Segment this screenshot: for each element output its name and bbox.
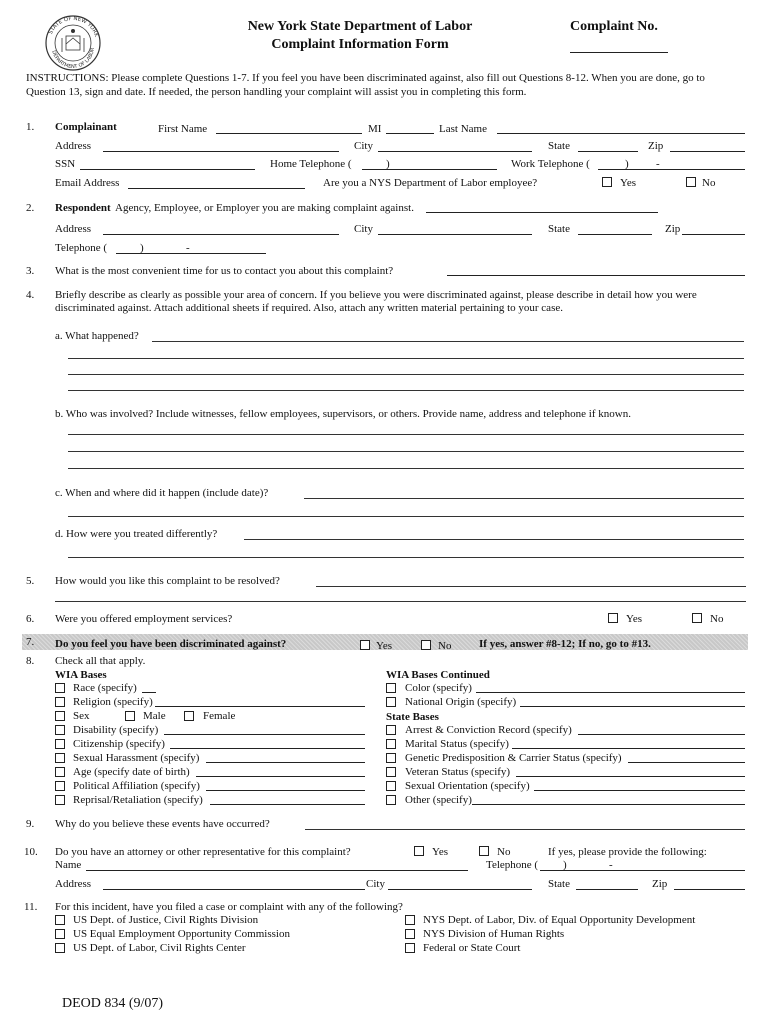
age-checkbox[interactable] xyxy=(55,767,65,777)
work-telephone-field[interactable] xyxy=(598,169,745,170)
employment-services-no-checkbox[interactable] xyxy=(692,613,702,623)
sexual-orientation-label: Sexual Orientation (specify) xyxy=(405,780,530,792)
q11-number: 11. xyxy=(24,901,38,913)
zip-label: Zip xyxy=(648,140,664,152)
email-label: Email Address xyxy=(55,177,120,189)
q3-text: What is the most convenient time for us to contact you about this complaint? xyxy=(55,265,394,277)
q4-line2: discriminated against. Attach additional sheets if required. Also, attach any written material pertaining to your case. xyxy=(55,302,563,314)
respondent-address-field[interactable] xyxy=(103,234,339,235)
other-checkbox[interactable] xyxy=(386,795,396,805)
male-label: Male xyxy=(143,710,166,722)
disability-specify-field[interactable] xyxy=(164,734,365,735)
employment-services-yes-label: Yes xyxy=(626,613,643,625)
nys-employee-no-label: No xyxy=(702,177,716,189)
religion-checkbox[interactable] xyxy=(55,697,65,707)
sex-label: Sex xyxy=(73,710,90,722)
first-name-field[interactable] xyxy=(216,133,362,134)
form-code: DEOD 834 (9/07) xyxy=(62,996,164,1011)
female-checkbox[interactable] xyxy=(184,711,194,721)
q2-respondent-text: Agency, Employee, or Employer you are making complaint against. xyxy=(115,202,414,214)
address-label: Address xyxy=(55,140,92,152)
q8-number: 8. xyxy=(26,655,35,667)
q4d-line[interactable] xyxy=(244,539,744,540)
sexual-orientation-specify-field[interactable] xyxy=(534,790,745,791)
attorney-telephone-label: Telephone ( xyxy=(486,859,539,871)
attorney-telephone-field[interactable] xyxy=(540,870,745,871)
us-eeoc-label: US Equal Employment Opportunity Commission xyxy=(73,928,290,940)
home-telephone-field[interactable] xyxy=(362,169,497,170)
citizenship-specify-field[interactable] xyxy=(170,748,365,749)
arrest-record-label: Arrest & Conviction Record (specify) xyxy=(405,724,572,736)
sexual-harassment-checkbox[interactable] xyxy=(55,753,65,763)
nys-employee-question: Are you a NYS Department of Labor employee? xyxy=(323,177,538,189)
sexual-orientation-checkbox[interactable] xyxy=(386,781,396,791)
citizenship-label: Citizenship (specify) xyxy=(73,738,165,750)
nys-dol-checkbox[interactable] xyxy=(405,915,415,925)
work-telephone-paren: ) xyxy=(625,158,629,170)
political-affiliation-checkbox[interactable] xyxy=(55,781,65,791)
q6-number: 6. xyxy=(26,613,35,625)
court-label: Federal or State Court xyxy=(423,942,521,954)
attorney-address-label: Address xyxy=(55,878,92,890)
q4a-line[interactable] xyxy=(152,341,744,342)
respondent-name-field[interactable] xyxy=(426,212,658,213)
wia-bases-continued-title: WIA Bases Continued xyxy=(386,669,490,681)
q4c-label: c. When and where did it happen (include date)? xyxy=(55,487,269,499)
q3-number: 3. xyxy=(26,265,35,277)
color-specify-field[interactable] xyxy=(476,692,745,693)
mi-field[interactable] xyxy=(386,133,434,134)
svg-text:STATE OF NEW YORK: STATE OF NEW YORK xyxy=(47,15,100,38)
race-checkbox[interactable] xyxy=(55,683,65,693)
form-title: Complaint Information Form xyxy=(271,37,449,52)
male-checkbox[interactable] xyxy=(125,711,135,721)
q4-line1: Briefly describe as clearly as possible your area of concern. If you believe you were discriminated against, please describe in detail how you were xyxy=(55,289,697,301)
employment-services-no-label: No xyxy=(710,613,724,625)
other-specify-field[interactable] xyxy=(472,804,745,805)
discriminated-yes-label: Yes xyxy=(376,640,393,652)
complaint-no-label: Complaint No. xyxy=(570,19,658,34)
respondent-state-field[interactable] xyxy=(578,234,652,235)
genetic-predisposition-checkbox[interactable] xyxy=(386,753,396,763)
us-doj-label: US Dept. of Justice, Civil Rights Division xyxy=(73,914,259,926)
national-origin-label: National Origin (specify) xyxy=(405,696,517,708)
q10-text: Do you have an attorney or other representative for this complaint? xyxy=(55,846,351,858)
us-dol-label: US Dept. of Labor, Civil Rights Center xyxy=(73,942,246,954)
veteran-status-checkbox[interactable] xyxy=(386,767,396,777)
other-label: Other (specify) xyxy=(405,794,472,806)
q5-text: How would you like this complaint to be resolved? xyxy=(55,575,280,587)
first-name-label: First Name xyxy=(158,123,208,135)
arrest-record-checkbox[interactable] xyxy=(386,725,396,735)
mi-label: MI xyxy=(368,123,382,135)
q4a-line[interactable] xyxy=(68,374,744,375)
race-specify-field[interactable] xyxy=(142,692,156,693)
attorney-zip-label: Zip xyxy=(652,878,668,890)
marital-status-label: Marital Status (specify) xyxy=(405,738,509,750)
q2-number: 2. xyxy=(26,202,35,214)
wia-bases-title: WIA Bases xyxy=(55,669,107,681)
q7-note: If yes, answer #8-12; If no, go to #13. xyxy=(479,638,651,650)
attorney-yes-label: Yes xyxy=(432,846,449,858)
attorney-zip-field[interactable] xyxy=(674,889,745,890)
us-dol-checkbox[interactable] xyxy=(55,943,65,953)
q4a-line[interactable] xyxy=(68,390,744,391)
q10-number: 10. xyxy=(24,846,38,858)
nys-employee-yes-label: Yes xyxy=(620,177,637,189)
religion-specify-field[interactable] xyxy=(155,706,365,707)
nys-dol-label: NYS Dept. of Labor, Div. of Equal Opportunity Development xyxy=(423,914,696,926)
reprisal-checkbox[interactable] xyxy=(55,795,65,805)
q4c-line[interactable] xyxy=(304,498,744,499)
attorney-name-field[interactable] xyxy=(86,870,468,871)
nys-seal-logo xyxy=(44,14,102,72)
q4-number: 4. xyxy=(26,289,35,301)
reason-line[interactable] xyxy=(305,829,745,830)
q4a-label: a. What happened? xyxy=(55,330,139,342)
address-field[interactable] xyxy=(103,151,339,152)
discriminated-yes-checkbox[interactable] xyxy=(360,640,370,650)
q11-text: For this incident, have you filed a case or complaint with any of the following? xyxy=(55,901,403,913)
color-checkbox[interactable] xyxy=(386,683,396,693)
attorney-telephone-dash: - xyxy=(609,859,613,871)
marital-status-specify-field[interactable] xyxy=(512,748,745,749)
political-affiliation-label: Political Affiliation (specify) xyxy=(73,780,200,792)
q4d-line[interactable] xyxy=(68,557,744,558)
employment-services-yes-checkbox[interactable] xyxy=(608,613,618,623)
q4b-line[interactable] xyxy=(68,468,744,469)
q7-number: 7. xyxy=(26,636,35,648)
attorney-yes-checkbox[interactable] xyxy=(414,846,424,856)
resolution-line[interactable] xyxy=(316,586,746,587)
q1-number: 1. xyxy=(26,121,35,133)
discriminated-no-checkbox[interactable] xyxy=(421,640,431,650)
q4b-label: b. Who was involved? Include witnesses, fellow employees, supervisors, or others. Provide name, address and telephone if known. xyxy=(55,408,631,420)
zip-field[interactable] xyxy=(670,151,745,152)
respondent-city-label: City xyxy=(354,223,373,235)
instructions-line2: Question 13, sign and date. If needed, the person handling your complaint will assist you in completing this form. xyxy=(26,86,527,98)
attorney-city-label: City xyxy=(366,878,385,890)
respondent-state-label: State xyxy=(548,223,570,235)
city-field[interactable] xyxy=(378,151,532,152)
city-label: City xyxy=(354,140,373,152)
state-field[interactable] xyxy=(578,151,638,152)
respondent-zip-field[interactable] xyxy=(682,234,745,235)
home-telephone-label: Home Telephone ( xyxy=(270,158,352,170)
reprisal-specify-field[interactable] xyxy=(210,804,365,805)
q5-number: 5. xyxy=(26,575,35,587)
attorney-name-label: Name xyxy=(55,859,82,871)
arrest-record-specify-field[interactable] xyxy=(578,734,745,735)
home-telephone-paren: ) xyxy=(386,158,390,170)
q4b-line[interactable] xyxy=(68,451,744,452)
genetic-predisposition-specify-field[interactable] xyxy=(628,762,745,763)
respondent-telephone-dash: - xyxy=(186,242,190,254)
disability-checkbox[interactable] xyxy=(55,725,65,735)
nys-employee-no-checkbox[interactable] xyxy=(686,177,696,187)
email-field[interactable] xyxy=(128,188,305,189)
q9-number: 9. xyxy=(26,818,35,830)
sex-checkbox[interactable] xyxy=(55,711,65,721)
attorney-state-label: State xyxy=(548,878,570,890)
nys-human-rights-checkbox[interactable] xyxy=(405,929,415,939)
instructions-line1: INSTRUCTIONS: Please complete Questions 1-7. If you feel you have been discriminated against, also fill out Questions 8-12. When you are done, go to xyxy=(26,72,705,84)
respondent-city-field[interactable] xyxy=(378,234,532,235)
respondent-telephone-paren: ) xyxy=(140,242,144,254)
national-origin-specify-field[interactable] xyxy=(520,706,745,707)
ssn-field[interactable] xyxy=(80,169,255,170)
sexual-harassment-label: Sexual Harassment (specify) xyxy=(73,752,200,764)
q8-text: Check all that apply. xyxy=(55,655,146,667)
attorney-no-checkbox[interactable] xyxy=(479,846,489,856)
state-label: State xyxy=(548,140,570,152)
q4d-label: d. How were you treated differently? xyxy=(55,528,218,540)
respondent-telephone-field[interactable] xyxy=(116,253,266,254)
state-bases-title: State Bases xyxy=(386,711,439,723)
respondent-address-label: Address xyxy=(55,223,92,235)
color-label: Color (specify) xyxy=(405,682,472,694)
national-origin-checkbox[interactable] xyxy=(386,697,396,707)
religion-label: Religion (specify) xyxy=(73,696,153,708)
respondent-zip-label: Zip xyxy=(665,223,681,235)
veteran-status-specify-field[interactable] xyxy=(516,776,745,777)
q4c-line[interactable] xyxy=(68,516,744,517)
work-telephone-label: Work Telephone ( xyxy=(511,158,590,170)
nys-employee-yes-checkbox[interactable] xyxy=(602,177,612,187)
attorney-city-field[interactable] xyxy=(388,889,532,890)
court-checkbox[interactable] xyxy=(405,943,415,953)
marital-status-checkbox[interactable] xyxy=(386,739,396,749)
genetic-predisposition-label: Genetic Predisposition & Carrier Status (specify) xyxy=(405,752,622,764)
race-label: Race (specify) xyxy=(73,682,137,694)
complaint-no-field[interactable] xyxy=(570,52,668,53)
q4a-line[interactable] xyxy=(68,358,744,359)
reprisal-label: Reprisal/Retaliation (specify) xyxy=(73,794,203,806)
female-label: Female xyxy=(203,710,236,722)
sexual-harassment-specify-field[interactable] xyxy=(206,762,365,763)
svg-text:DEPARTMENT OF LABOR: DEPARTMENT OF LABOR xyxy=(50,47,97,71)
q6-text: Were you offered employment services? xyxy=(55,613,233,625)
attorney-state-field[interactable] xyxy=(576,889,638,890)
respondent-telephone-label: Telephone ( xyxy=(55,242,108,254)
resolution-line[interactable] xyxy=(55,601,746,602)
last-name-field[interactable] xyxy=(497,133,745,134)
us-eeoc-checkbox[interactable] xyxy=(55,929,65,939)
age-specify-field[interactable] xyxy=(196,776,365,777)
age-label: Age (specify date of birth) xyxy=(73,766,190,778)
q7-text: Do you feel you have been discriminated against? xyxy=(55,638,287,650)
citizenship-checkbox[interactable] xyxy=(55,739,65,749)
work-telephone-dash: - xyxy=(656,158,660,170)
attorney-address-field[interactable] xyxy=(103,889,365,890)
ssn-label: SSN xyxy=(55,158,76,170)
political-affiliation-specify-field[interactable] xyxy=(206,790,365,791)
attorney-telephone-paren: ) xyxy=(563,859,567,871)
attorney-provide-label: If yes, please provide the following: xyxy=(548,846,707,858)
veteran-status-label: Veteran Status (specify) xyxy=(405,766,511,778)
department-title: New York State Department of Labor xyxy=(247,19,473,34)
nys-human-rights-label: NYS Division of Human Rights xyxy=(423,928,565,940)
q1-complainant-label: Complainant xyxy=(55,121,117,133)
discriminated-no-label: No xyxy=(438,640,452,652)
us-doj-checkbox[interactable] xyxy=(55,915,65,925)
q2-respondent-label: Respondent xyxy=(55,202,111,214)
last-name-label: Last Name xyxy=(439,123,487,135)
contact-time-field[interactable] xyxy=(447,275,745,276)
disability-label: Disability (specify) xyxy=(73,724,159,736)
attorney-no-label: No xyxy=(497,846,511,858)
q9-text: Why do you believe these events have occurred? xyxy=(55,818,270,830)
q4b-line[interactable] xyxy=(68,434,744,435)
